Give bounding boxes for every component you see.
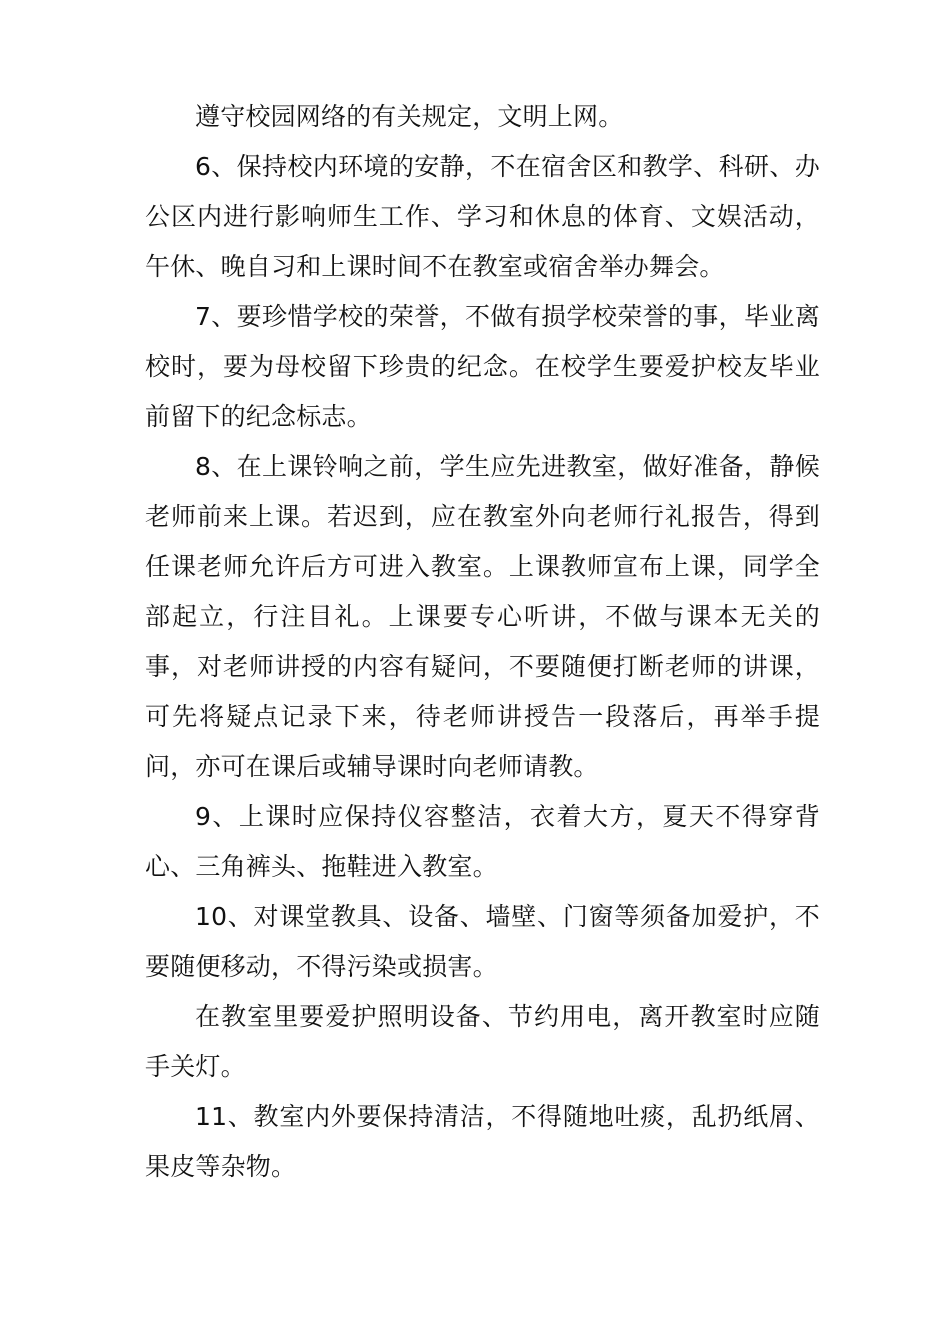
paragraph-rule-6: 6、保持校内环境的安静，不在宿舍区和教学、科研、办公区内进行影响师生工作、学习和休息的体育、文娱活动，午休、晚自习和上课时间不在教室或宿舍举办舞会。 bbox=[145, 152, 820, 281]
paragraph-continuation: 遵守校园网络的有关规定，文明上网。 bbox=[195, 102, 624, 131]
document-body bbox=[145, 92, 820, 1192]
paragraph-rule-10-note: 在教室里要爱护照明设备、节约用电，离开教室时应随手关灯。 bbox=[145, 1002, 820, 1081]
paragraph-rule-8: 8、在上课铃响之前，学生应先进教室，做好准备，静候老师前来上课。若迟到，应在教室外向老师行礼报告，得到任课老师允许后方可进入教室。上课教师宣布上课，同学全部起立，行注目礼。上课要专心听讲，不做与课本无关的事，对老师讲授的内容有疑问，不要随便打断老师的讲课，可先将疑点记录下来，待老师讲授告一段落后，再举手提问，亦可在课后或辅导课时向老师请教。 bbox=[145, 452, 820, 781]
paragraph-rule-9: 9、上课时应保持仪容整洁，衣着大方，夏天不得穿背心、三角裤头、拖鞋进入教室。 bbox=[145, 802, 820, 881]
paragraph-rule-7: 7、要珍惜学校的荣誉，不做有损学校荣誉的事，毕业离校时，要为母校留下珍贵的纪念。在校学生要爱护校友毕业前留下的纪念标志。 bbox=[145, 302, 820, 431]
paragraph-rule-11: 11、教室内外要保持清洁，不得随地吐痰，乱扔纸屑、果皮等杂物。 bbox=[145, 1102, 820, 1181]
paragraph-rule-10: 10、对课堂教具、设备、墙壁、门窗等须备加爱护，不要随便移动，不得污染或损害。 bbox=[145, 902, 820, 981]
